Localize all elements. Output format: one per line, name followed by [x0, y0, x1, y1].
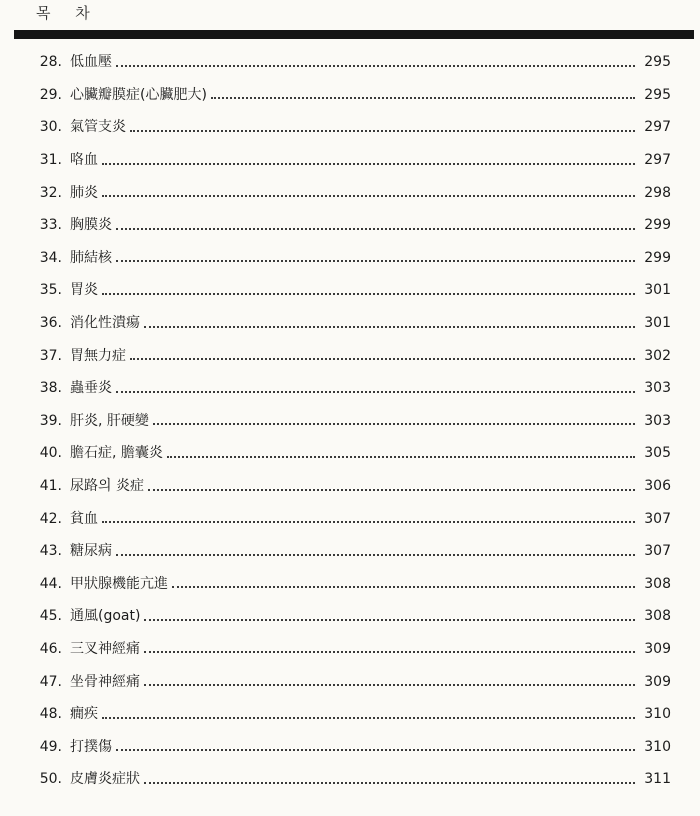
dot-leader: [116, 749, 635, 751]
entry-page-number: 308: [644, 575, 671, 592]
dot-leader: [102, 717, 635, 719]
entry-page-number: 306: [644, 478, 671, 495]
entry-title: 蟲垂炎: [70, 380, 112, 397]
dot-leader: [116, 228, 635, 230]
entry-title: 打撲傷: [70, 738, 112, 755]
entry-page-number: 311: [644, 771, 671, 788]
entry-page-number: 307: [644, 510, 671, 527]
toc-entry: [0, 730, 700, 763]
entry-title: 胃炎: [70, 282, 98, 299]
dot-leader: [148, 489, 635, 491]
entry-number: 44.: [39, 575, 62, 592]
entry-number: 36.: [39, 315, 62, 332]
entry-page-number: 309: [644, 673, 671, 690]
entry-number: 42.: [39, 510, 62, 527]
entry-number: 38.: [39, 380, 62, 397]
entry-title: 膽石症, 膽囊炎: [70, 445, 163, 462]
entry-page-number: 301: [644, 315, 671, 332]
dot-leader: [116, 391, 635, 393]
dot-leader: [130, 130, 635, 132]
entry-page-number: 309: [644, 640, 671, 657]
entry-title: 消化性潰瘍: [70, 315, 140, 332]
toc-entry: [0, 502, 700, 535]
toc-entry: [0, 339, 700, 372]
entry-title: 肝炎, 肝硬變: [70, 412, 149, 429]
entry-page-number: 310: [644, 706, 671, 723]
dot-leader: [153, 423, 635, 425]
entry-number: 31.: [39, 152, 62, 169]
dot-leader: [167, 456, 635, 458]
toc-entry: [0, 405, 700, 438]
toc-entry: [0, 176, 700, 209]
toc-entry: [0, 665, 700, 698]
entry-number: 39.: [39, 412, 62, 429]
entry-title: 三叉神經痛: [70, 640, 140, 657]
entry-number: 35.: [39, 282, 62, 299]
entry-number: 30.: [39, 119, 62, 136]
entry-page-number: 301: [644, 282, 671, 299]
toc-entry: [0, 274, 700, 307]
entry-title: 氣管支炎: [70, 119, 126, 136]
toc-entry: [0, 437, 700, 470]
entry-number: 49.: [39, 738, 62, 755]
table-of-contents: [0, 46, 700, 796]
toc-entry: [0, 698, 700, 731]
dot-leader: [144, 619, 635, 621]
entry-number: 45.: [39, 608, 62, 625]
dot-leader: [102, 521, 635, 523]
entry-page-number: 307: [644, 543, 671, 560]
dot-leader: [102, 195, 635, 197]
toc-entry: [0, 144, 700, 177]
toc-entry: [0, 307, 700, 340]
dot-leader: [211, 97, 635, 99]
dot-leader: [116, 65, 635, 67]
entry-title: 甲狀腺機能亢進: [70, 575, 168, 592]
entry-page-number: 305: [644, 445, 671, 462]
toc-entry: [0, 242, 700, 275]
dot-leader: [102, 293, 635, 295]
toc-entry: [0, 209, 700, 242]
toc-entry: [0, 372, 700, 405]
entry-page-number: 303: [644, 380, 671, 397]
entry-title: 肺結核: [70, 249, 112, 266]
entry-title: 胸膜炎: [70, 217, 112, 234]
entry-number: 34.: [39, 249, 62, 266]
entry-page-number: 299: [644, 249, 671, 266]
toc-entry: [0, 568, 700, 601]
toc-entry: [0, 600, 700, 633]
entry-title: 肺炎: [70, 184, 98, 201]
entry-page-number: 299: [644, 217, 671, 234]
entry-title: 心臟瓣膜症(心臟肥大): [70, 86, 207, 103]
header-label: 목 차: [36, 4, 100, 22]
dot-leader: [130, 358, 635, 360]
entry-number: 50.: [39, 771, 62, 788]
entry-page-number: 298: [644, 184, 671, 201]
dot-leader: [102, 163, 635, 165]
entry-number: 32.: [39, 184, 62, 201]
entry-page-number: 297: [644, 119, 671, 136]
toc-entry: [0, 633, 700, 666]
entry-number: 40.: [39, 445, 62, 462]
dot-leader: [144, 651, 635, 653]
entry-page-number: 295: [644, 86, 671, 103]
entry-number: 29.: [39, 86, 62, 103]
entry-title: 咯血: [70, 152, 98, 169]
entry-page-number: 303: [644, 412, 671, 429]
dot-leader: [116, 554, 635, 556]
toc-entry: [0, 763, 700, 796]
entry-title: 尿路의 炎症: [70, 478, 144, 495]
dot-leader: [172, 586, 635, 588]
entry-title: 胃無力症: [70, 347, 126, 364]
entry-title: 皮膚炎症狀: [70, 771, 140, 788]
dot-leader: [144, 684, 635, 686]
entry-number: 46.: [39, 640, 62, 657]
entry-number: 43.: [39, 543, 62, 560]
dot-leader: [116, 260, 635, 262]
entry-title: 貧血: [70, 510, 98, 527]
entry-number: 28.: [39, 54, 62, 71]
toc-entry: [0, 111, 700, 144]
toc-entry: [0, 46, 700, 79]
entry-page-number: 295: [644, 54, 671, 71]
entry-page-number: 302: [644, 347, 671, 364]
dot-leader: [144, 326, 635, 328]
entry-title: 癇疾: [70, 706, 98, 723]
entry-title: 糖尿病: [70, 543, 112, 560]
entry-title: 坐骨神經痛: [70, 673, 140, 690]
dot-leader: [144, 782, 635, 784]
toc-entry: [0, 470, 700, 503]
entry-page-number: 310: [644, 738, 671, 755]
entry-title: 通風(goat): [70, 608, 141, 625]
entry-number: 47.: [39, 673, 62, 690]
entry-title: 低血壓: [70, 54, 112, 71]
entry-number: 48.: [39, 706, 62, 723]
toc-entry: [0, 79, 700, 112]
header-rule: [14, 30, 694, 39]
entry-number: 33.: [39, 217, 62, 234]
entry-number: 41.: [39, 478, 62, 495]
entry-page-number: 308: [644, 608, 671, 625]
entry-page-number: 297: [644, 152, 671, 169]
entry-number: 37.: [39, 347, 62, 364]
toc-entry: [0, 535, 700, 568]
